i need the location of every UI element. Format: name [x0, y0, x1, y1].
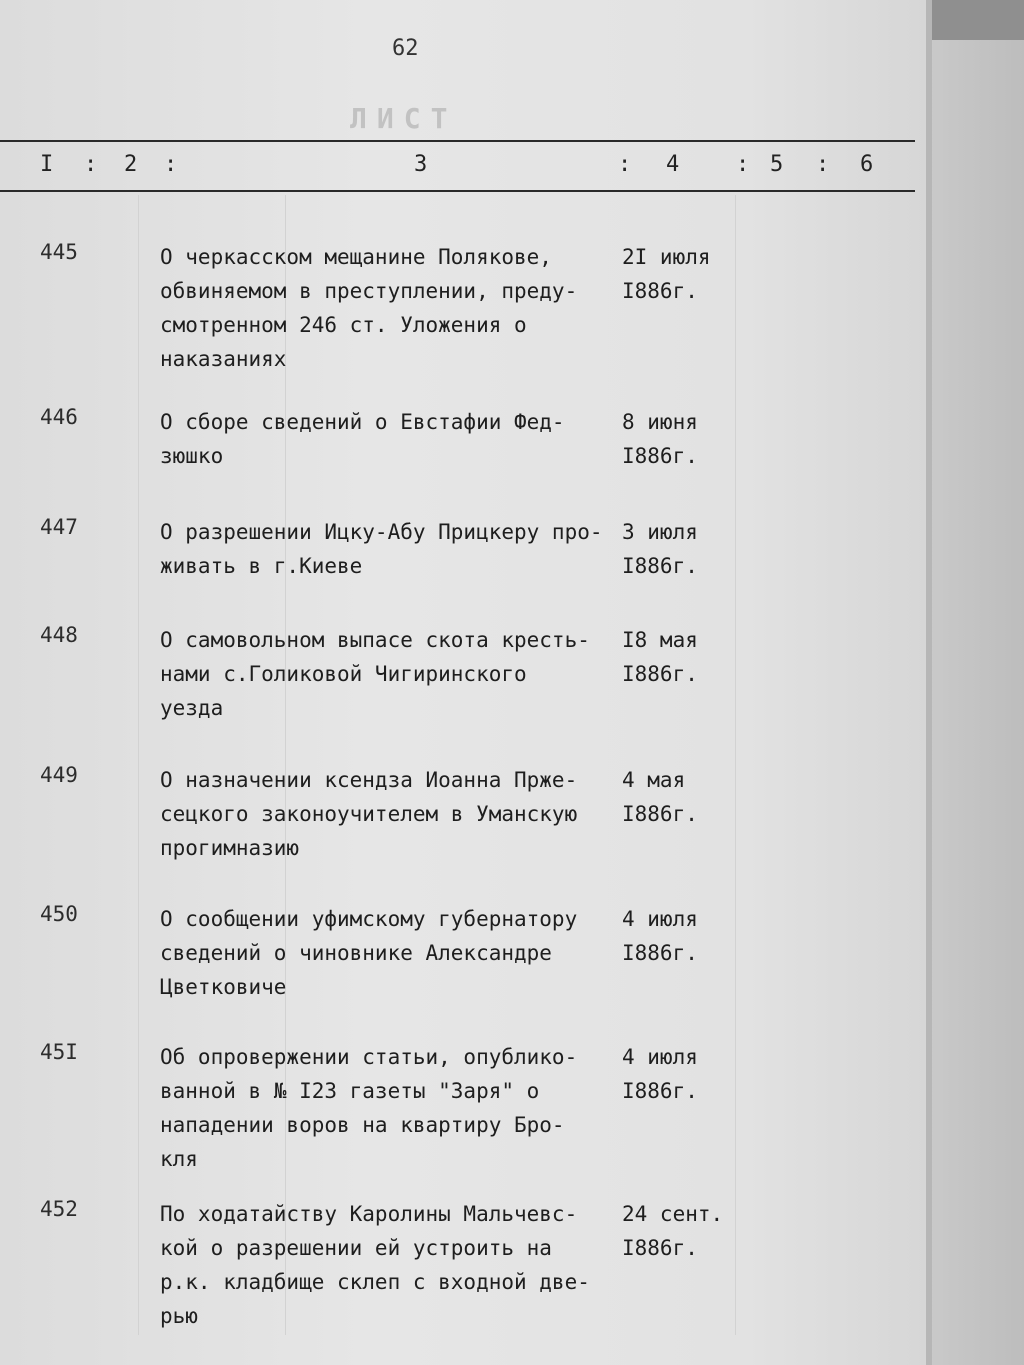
page-number: 62	[392, 36, 419, 61]
entry-title-line: кля	[160, 1147, 198, 1171]
entry-date-line: 4 мая	[622, 768, 686, 792]
entry-date	[622, 1040, 732, 1108]
entry-number: 45I	[40, 1040, 78, 1064]
entry-title-line: нами с.Голиковой Чигиринского	[160, 662, 527, 686]
column-5-label: 5	[770, 152, 784, 177]
entry-date-line: I886г.	[622, 444, 698, 468]
entry-date	[622, 763, 732, 831]
entry-title-line: уезда	[160, 696, 224, 720]
entry-title	[160, 623, 620, 725]
entry-date-line: 2I июля	[622, 245, 711, 269]
next-page-edge	[930, 40, 1024, 1365]
column-separator: :	[164, 152, 178, 177]
entry-title-line: О черкасском мещанине Полякове,	[160, 245, 552, 269]
bleed-through-title: ЛИСТ	[350, 102, 458, 135]
entry-title-line: О разрешении Ицку-Абу Прицкеру про-	[160, 520, 603, 544]
entry-title-line: прогимназию	[160, 836, 300, 860]
entry-title	[160, 515, 620, 583]
entry-title-line: сецкого законоучителем в Уманскую	[160, 802, 578, 826]
entry-title	[160, 1040, 620, 1176]
entry-date-line: I886г.	[622, 662, 698, 686]
entry-date-line: 24 сент.	[622, 1202, 724, 1226]
entry-title-line: р.к. кладбище склеп с входной две-	[160, 1270, 590, 1294]
entry-date-line: 4 июля	[622, 1045, 698, 1069]
entry-title-line: О сообщении уфимскому губернатору	[160, 907, 578, 931]
entry-date	[622, 405, 732, 473]
entry-date	[622, 902, 732, 970]
entry-title	[160, 405, 620, 473]
entry-number: 446	[40, 405, 78, 429]
bleed-through-line	[138, 195, 139, 1335]
entry-title	[160, 1197, 620, 1333]
entry-date-line: I886г.	[622, 1079, 698, 1103]
column-header-row	[0, 152, 920, 182]
entry-title-line: кой о разрешении ей устроить на	[160, 1236, 552, 1260]
entry-number: 452	[40, 1197, 78, 1221]
entry-title-line: ванной в № I23 газеты "Заря" о	[160, 1079, 540, 1103]
column-separator: :	[84, 152, 98, 177]
entry-title-line: О сборе сведений о Евстафии Фед-	[160, 410, 565, 434]
entry-date	[622, 240, 732, 308]
entry-date-line: 3 июля	[622, 520, 698, 544]
entry-date	[622, 623, 732, 691]
entry-title-line: О назначении ксендза Иоанна Прже-	[160, 768, 578, 792]
entry-title-line: зюшко	[160, 444, 224, 468]
entry-title-line: нападении воров на квартиру Бро-	[160, 1113, 565, 1137]
entry-date-line: 8 июня	[622, 410, 698, 434]
entry-number: 449	[40, 763, 78, 787]
header-rule-top	[0, 140, 915, 142]
entry-title-line: смотренном 246 ст. Уложения о	[160, 313, 527, 337]
entry-number: 448	[40, 623, 78, 647]
entry-title	[160, 240, 620, 376]
entry-date-line: 4 июля	[622, 907, 698, 931]
entry-number: 450	[40, 902, 78, 926]
entry-title-line: По ходатайству Каролины Мальчевс-	[160, 1202, 578, 1226]
column-1-label: I	[40, 152, 54, 177]
entry-date	[622, 1197, 732, 1265]
entry-title-line: обвиняемом в преступлении, преду-	[160, 279, 578, 303]
entry-number: 445	[40, 240, 78, 264]
column-4-label: 4	[666, 152, 680, 177]
entry-title-line: наказаниях	[160, 347, 287, 371]
column-6-label: 6	[860, 152, 874, 177]
entry-title	[160, 763, 620, 865]
entry-title-line: рью	[160, 1304, 198, 1328]
entry-date-line: I8 мая	[622, 628, 698, 652]
entry-title-line: О самовольном выпасе скота кресть-	[160, 628, 590, 652]
entry-date-line: I886г.	[622, 941, 698, 965]
entry-date-line: I886г.	[622, 802, 698, 826]
page-edge-shadow	[926, 0, 932, 1365]
entry-date-line: I886г.	[622, 1236, 698, 1260]
entry-title-line: сведений о чиновнике Александре	[160, 941, 552, 965]
entry-title-line: живать в г.Киеве	[160, 554, 363, 578]
bleed-through-line	[735, 195, 736, 1335]
entry-title	[160, 902, 620, 1004]
column-separator: :	[816, 152, 830, 177]
entry-number: 447	[40, 515, 78, 539]
column-2-label: 2	[124, 152, 138, 177]
column-separator: :	[736, 152, 750, 177]
column-3-label: 3	[414, 152, 428, 177]
entry-date-line: I886г.	[622, 554, 698, 578]
entry-date	[622, 515, 732, 583]
entry-title-line: Цветковиче	[160, 975, 287, 999]
header-rule-bottom	[0, 190, 915, 192]
column-separator: :	[618, 152, 632, 177]
entry-title-line: Об опровержении статьи, опублико-	[160, 1045, 578, 1069]
entry-date-line: I886г.	[622, 279, 698, 303]
